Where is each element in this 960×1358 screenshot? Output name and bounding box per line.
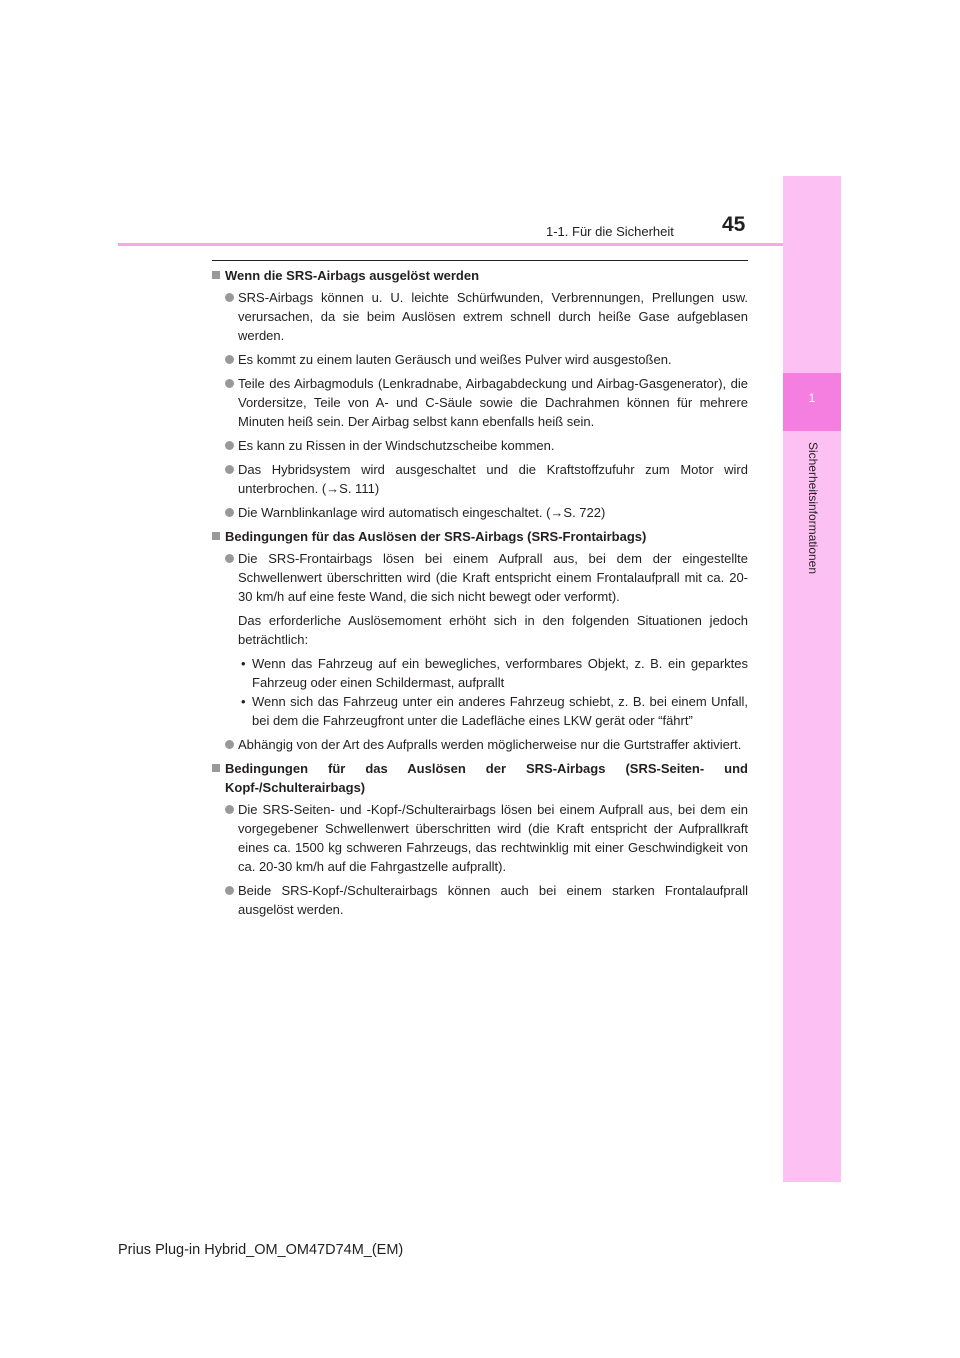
round-bullet-icon bbox=[225, 355, 234, 364]
list-item: Beide SRS-Kopf-/Schulterairbags können auch bei einem starken Frontalaufprall ausgelöst werden. bbox=[212, 881, 748, 919]
chapter-label-box bbox=[786, 428, 840, 588]
list-item: SRS-Airbags können u. U. leichte Schürfwunden, Verbrennungen, Prellungen usw. verursachen, da sie beim Auslösen extrem schnell durch heiße Gase aufgeblasen werden. bbox=[212, 288, 748, 345]
page-number: 45 bbox=[722, 213, 746, 236]
chapter-marker bbox=[783, 373, 841, 431]
list-item: Abhängig von der Art des Aufpralls werden möglicherweise nur die Gurtstraffer aktiviert. bbox=[212, 735, 748, 754]
square-bullet-icon bbox=[212, 532, 220, 540]
round-bullet-icon bbox=[225, 886, 234, 895]
section-heading: Bedingungen für das Auslösen der SRS-Airbags (SRS-Frontairbags) bbox=[212, 527, 748, 546]
sub-list-item: • Wenn das Fahrzeug auf ein bewegliches, verformbares Objekt, z. B. ein geparktes Fahrzeug oder einen Schildermast, aufprallt bbox=[241, 656, 748, 690]
list-item: Es kann zu Rissen in der Windschutzscheibe kommen. bbox=[212, 436, 748, 455]
round-bullet-icon bbox=[225, 465, 234, 474]
section-divider bbox=[212, 260, 748, 261]
list-item: Es kommt zu einem lauten Geräusch und weißes Pulver wird ausgestoßen. bbox=[212, 350, 748, 369]
round-bullet-icon bbox=[225, 441, 234, 450]
manual-footer: Prius Plug-in Hybrid_OM_OM47D74M_(EM) bbox=[118, 1242, 404, 1258]
chapter-side-tab bbox=[783, 176, 841, 1182]
round-bullet-icon bbox=[225, 805, 234, 814]
paragraph: Das erforderliche Auslösemoment erhöht sich in den folgenden Situationen jedoch beträchtlich: bbox=[238, 613, 748, 647]
header-rule bbox=[118, 243, 783, 246]
round-bullet-icon bbox=[225, 508, 234, 517]
page-content bbox=[212, 266, 748, 924]
section-heading: Wenn die SRS-Airbags ausgelöst werden bbox=[212, 266, 748, 285]
list-item: Teile des Airbagmoduls (Lenkradnabe, Airbagabdeckung und Airbag-Gasgenerator), die Vordersitze, Teile von A- und C-Säule sowie die Dachrahmen können für mehrere Minuten heiß sein. Der Airbag selbst kann ebenfalls heiß sein. bbox=[212, 374, 748, 431]
chapter-label: Sicherheitsinformationen bbox=[806, 441, 820, 575]
sub-list-item: • Wenn sich das Fahrzeug unter ein anderes Fahrzeug schiebt, z. B. bei einem Unfall, bei dem die Fahrzeugfront unter die Ladefläche eines LKW gerät oder “fährt” bbox=[241, 694, 748, 728]
round-bullet-icon bbox=[225, 293, 234, 302]
round-bullet-icon bbox=[225, 740, 234, 749]
square-bullet-icon bbox=[212, 764, 220, 772]
bullet-glyph: • bbox=[241, 656, 246, 671]
section-title: 1-1. Für die Sicherheit bbox=[546, 224, 674, 239]
round-bullet-icon bbox=[225, 554, 234, 563]
list-item: Die Warnblinkanlage wird automatisch eingeschaltet. (→S. 722) bbox=[212, 503, 748, 522]
section-heading: Bedingungen für das Auslösen der SRS-Airbags (SRS-Seiten- und Kopf-/Schulterairbags) bbox=[212, 759, 748, 797]
bullet-glyph: • bbox=[241, 694, 246, 709]
list-item: Die SRS-Frontairbags lösen bei einem Aufprall aus, bei dem der eingestellte Schwellenwert überschritten wird (die Kraft entspricht einem Frontalaufprall mit ca. 20-30 km/h auf eine feste Wand, die sich nicht bewegt oder verformt). bbox=[212, 549, 748, 606]
list-item: Die SRS-Seiten- und -Kopf-/Schulterairbags lösen bei einem Aufprall aus, bei dem ein vorgegebener Schwellenwert überschritten wird (die Kraft entspricht der Aufprallkraft eines ca. 1500 kg schweren Fahrzeugs, das rechtwinklig mit einer Geschwindigkeit von ca. 20-30 km/h auf die Fahrgastzelle aufprallt). bbox=[212, 800, 748, 876]
round-bullet-icon bbox=[225, 379, 234, 388]
square-bullet-icon bbox=[212, 271, 220, 279]
chapter-number: 1 bbox=[808, 391, 816, 405]
list-item: Das Hybridsystem wird ausgeschaltet und die Kraftstoffzufuhr zum Motor wird unterbrochen. (→S. 111) bbox=[212, 460, 748, 498]
